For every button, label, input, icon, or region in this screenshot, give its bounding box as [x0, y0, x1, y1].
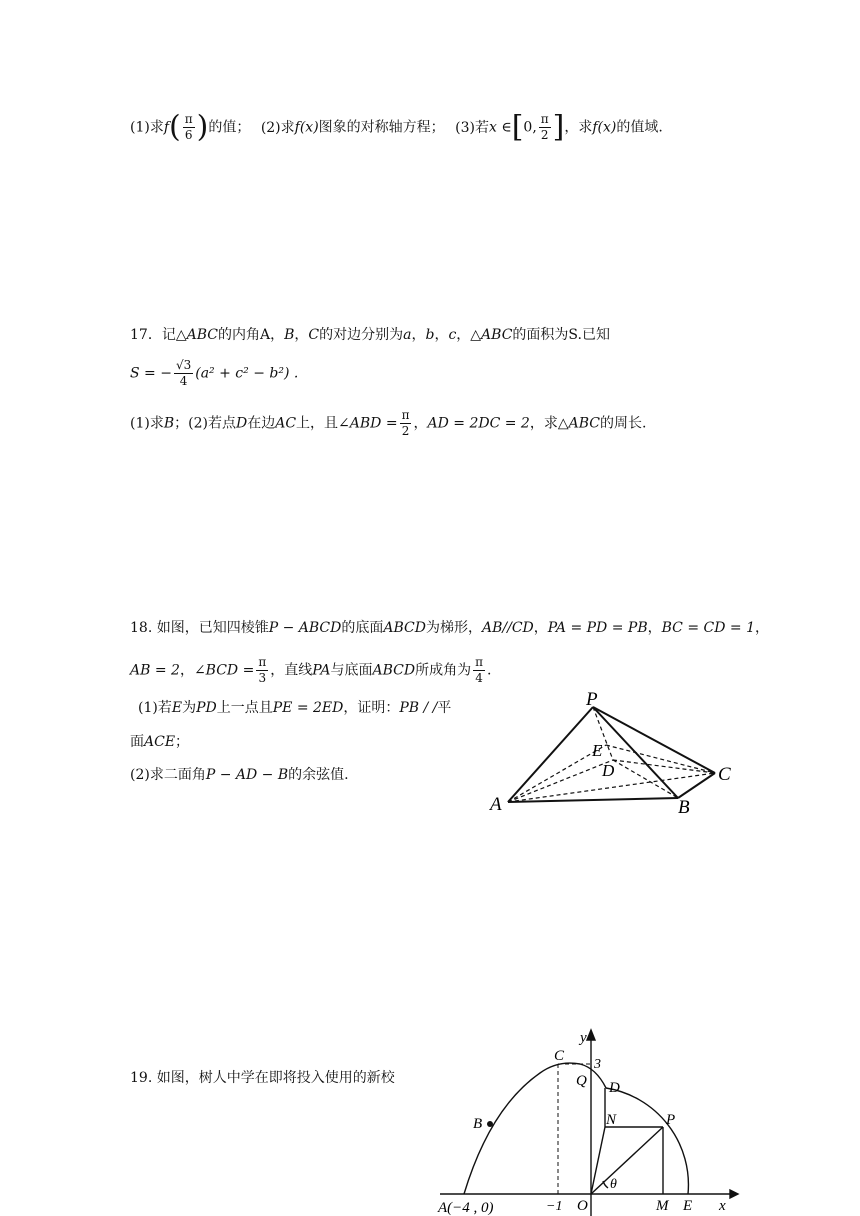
q17-b: b [425, 327, 435, 343]
q18-text-f: 为 [182, 700, 197, 716]
label-M: M [656, 1198, 669, 1214]
q18-PA: PA [312, 662, 331, 679]
q18-bc-cd: BC = CD = 1 [661, 620, 755, 636]
q16-fx-2: f(x) [592, 119, 617, 136]
q18-period: . [486, 662, 492, 679]
q17-text-d: 在边 [247, 415, 276, 432]
label-N: N [606, 1112, 617, 1128]
q18-number: 18. 如图，已知四棱锥 [130, 620, 269, 636]
q18-ace: ACE [144, 734, 176, 750]
label-theta: θ [610, 1177, 617, 1192]
q18-abcd-2: ABCD [372, 662, 416, 679]
edge-ab [508, 798, 678, 802]
q18-comma3: ， [755, 620, 769, 636]
q18-comma2: ， [647, 620, 662, 636]
q18-padb: P − AD − B [205, 767, 289, 783]
label-O: O [577, 1198, 588, 1214]
q18-comma4: ， [179, 662, 194, 679]
q16-right-paren: ) [196, 109, 209, 145]
q16-x-in: x ∈ [488, 119, 512, 136]
q18-pi-over-4: $\frac{\pi}{4}$ [475, 655, 483, 685]
q16-f-symbol: f [163, 119, 170, 136]
q17-c: c [448, 327, 457, 343]
q18-text-j: 面 [130, 734, 144, 750]
q18-line1 [130, 618, 769, 638]
q17-S-eq: S = − [130, 365, 172, 382]
label-C: C [718, 764, 731, 785]
label-A: A(−4 , 0) [438, 1200, 494, 1216]
q17-pi-over-2: $\frac{\pi}{2}$ [401, 408, 410, 438]
segment-on [591, 1127, 605, 1194]
q17-part2: ；(2)若点 [174, 415, 236, 432]
q17-comma1: ， [294, 327, 309, 343]
q17-triangle-3: △ABC [557, 415, 600, 432]
q19-line1 [130, 1068, 395, 1088]
label-A: A [490, 794, 502, 815]
q16-left-paren: ( [169, 109, 181, 145]
q16-part1-label: (1)求 [130, 119, 164, 136]
q16-part3-label: (3)若 [455, 119, 489, 136]
q16-left-bracket: [ [511, 109, 524, 145]
q18-text-h: ，证明： [343, 700, 400, 716]
q16-pi-over-6: $\frac{\pi}{6}$ [184, 112, 193, 142]
q16-line [130, 109, 663, 145]
q17-comma3: ， [434, 327, 449, 343]
label-C: C [554, 1048, 565, 1064]
edge-ad [508, 760, 613, 802]
q17-line1 [130, 325, 610, 345]
q18-line3 [138, 698, 451, 718]
q18-text-g: 上一点且 [216, 700, 273, 716]
q18-text-c: ，直线 [270, 662, 313, 679]
label-x: x [719, 1198, 726, 1214]
q17-line3 [130, 408, 646, 439]
q17-part1: (1)求 [130, 415, 164, 432]
q18-pi-over-3: $\frac{\pi}{3}$ [258, 655, 267, 685]
q18-part1: (1)若 [138, 700, 172, 716]
q17-comma5: ， [413, 415, 428, 432]
q18-text-k: 的余弦值. [288, 767, 349, 783]
q18-text-i: 平 [437, 700, 452, 716]
label-3: 3 [594, 1057, 601, 1072]
q16-part3-tail: 的值域. [616, 119, 663, 136]
q17-comma4: ， [456, 327, 471, 343]
q17-triangle: △ABC [175, 327, 218, 343]
q18-semicolon: ； [175, 734, 190, 750]
q17-formula-tail: (a² + c² − b²) . [195, 365, 299, 382]
label-E: E [683, 1198, 693, 1214]
q18-ab-par-cd: AB//CD [481, 620, 534, 636]
q18-E: E [171, 700, 183, 716]
q17-text-b: 的对边分别为 [319, 327, 404, 343]
label-P: P [666, 1112, 676, 1128]
angle-theta-arc [603, 1181, 608, 1188]
q17-C: C [308, 327, 320, 343]
q18-part2: (2)求二面角 [130, 767, 206, 783]
q17-B-2: B [163, 415, 175, 432]
label-D: D [609, 1080, 620, 1096]
q18-pb-par: PB / / [399, 700, 438, 716]
x-axis-arrow [730, 1190, 738, 1198]
q17-text-c: 的面积为S.已知 [512, 327, 610, 343]
q17-number: 17．记 [130, 327, 176, 343]
label-y: y [580, 1030, 587, 1046]
q18-text-e: 所成角为 [415, 662, 472, 679]
q18-comma1: ， [533, 620, 548, 636]
q17-text-e: 上，且 [296, 415, 339, 432]
label-Q: Q [576, 1073, 587, 1089]
q16-fx: f(x) [294, 119, 319, 136]
q18-abcd: ABCD [383, 620, 426, 636]
q18-line5 [130, 765, 349, 785]
q17-B: B [284, 327, 295, 343]
q17-comma2: ， [411, 327, 426, 343]
q17-angle: ∠ABD = [338, 415, 398, 432]
label-D: D [602, 761, 615, 780]
q19-text: 19. 如图，树人中学在即将投入使用的新校 [130, 1070, 395, 1086]
q16-part2-tail: 图象的对称轴方程； [318, 119, 445, 136]
edge-bc [678, 773, 715, 798]
q16-part1-tail: 的值； [208, 119, 251, 136]
label-B: B [678, 797, 690, 818]
edge-pa [508, 707, 593, 802]
q18-line2 [130, 655, 491, 686]
campus-figure [430, 1028, 750, 1216]
label-P: P [586, 690, 598, 710]
q18-pe: PE = 2ED [272, 700, 344, 716]
pyramid-figure [480, 690, 750, 820]
edge-dc [613, 760, 715, 773]
q17-text-g: 的周长. [599, 415, 647, 432]
q18-ab: AB = 2 [130, 662, 180, 679]
q17-text-f: ，求 [529, 415, 558, 432]
q18-PD: PD [196, 700, 217, 716]
q18-text-b: 为梯形， [425, 620, 482, 636]
q17-line2 [130, 358, 298, 389]
q18-pa-pd-pb: PA = PD = PB [547, 620, 648, 636]
q17-D: D [235, 415, 248, 432]
q18-line4 [130, 732, 189, 752]
q17-a: a [403, 327, 412, 343]
point-B [487, 1121, 493, 1127]
q18-text-a: 的底面 [341, 620, 384, 636]
q17-AC: AC [275, 415, 297, 432]
q17-ad: AD = 2DC = 2 [427, 415, 530, 432]
q17-text-a: 的内角A， [217, 327, 285, 343]
q17-sqrt3-over-4: $\frac{√3}{4}$ [175, 358, 192, 388]
label-E: E [592, 741, 603, 760]
label-minus1: −1 [546, 1199, 563, 1214]
q18-angle-bcd: ∠BCD = [193, 662, 255, 679]
q18-pabcd: P − ABCD [268, 620, 342, 636]
q16-part3-mid: ，求 [564, 119, 593, 136]
q17-triangle-2: △ABC [470, 327, 513, 343]
q18-text-d: 与底面 [330, 662, 373, 679]
q16-part2-label: (2)求 [260, 119, 295, 136]
q16-pi-over-2: $\frac{\pi}{2}$ [540, 112, 549, 142]
label-B: B [473, 1116, 483, 1132]
edge-ec [606, 745, 715, 773]
q16-zero: 0, [523, 119, 537, 136]
segment-op [591, 1127, 663, 1194]
y-axis-arrow [587, 1030, 595, 1040]
q16-right-bracket: ] [552, 109, 565, 145]
